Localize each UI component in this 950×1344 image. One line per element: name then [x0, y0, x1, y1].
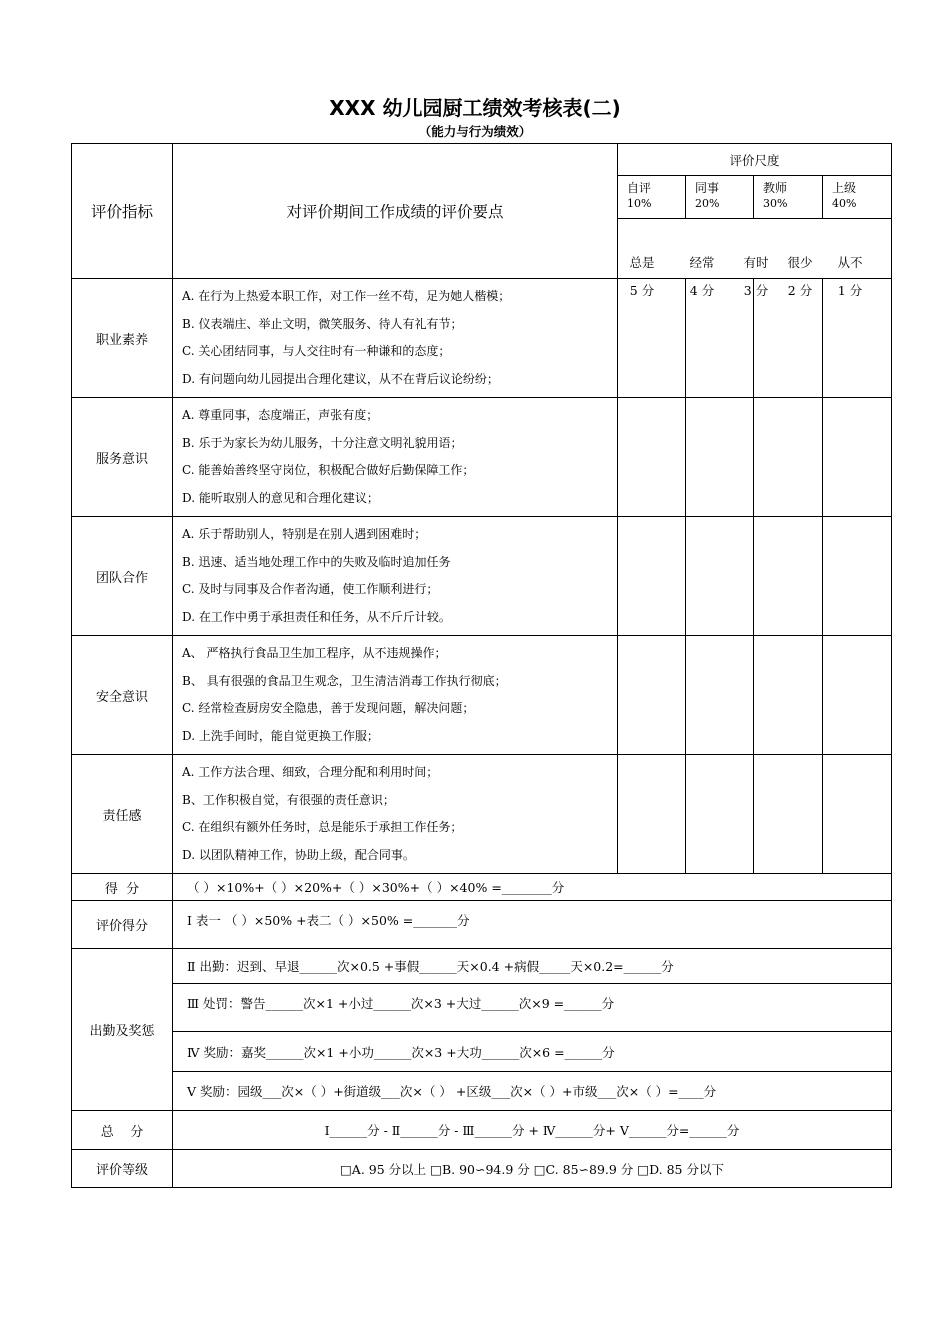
page-subtitle: （能力与行为绩效） [418, 124, 532, 139]
score-cell-colleague[interactable] [686, 636, 754, 755]
section-item: D. 有问题向幼儿园提出合理化建议，从不在背后议论纷纷； [182, 371, 499, 386]
evaluation-table [71, 143, 892, 1188]
section-item: C. 及时与同事及合作者沟通，使工作顺利进行； [182, 582, 439, 596]
section-item: D. 能听取别人的意见和合理化建议； [182, 490, 379, 505]
header-scale-title: 评价尺度 [618, 144, 892, 176]
section-item: A. 乐于帮助别人，特别是在别人遇到困难时； [182, 527, 427, 541]
score-cell-teacher[interactable] [754, 517, 823, 636]
score-row-formula[interactable]: （ ）×10%+（ ）×20%+（ ）×30%+（ ）×40% =________分 [173, 874, 892, 901]
option-always: 总是 5 分 [629, 254, 655, 298]
section-name: 职业素养 [72, 279, 173, 398]
section-item: D. 以团队精神工作，协助上级，配合同事。 [182, 847, 415, 862]
section-item: A. 尊重同事，态度端正，声张有度； [182, 408, 379, 422]
section-item: C. 经常检查厨房安全隐患，善于发现问题，解决问题； [182, 701, 475, 715]
section-item: C. 能善始善终坚守岗位，积极配合做好后勤保障工作； [182, 463, 475, 477]
header-indicator: 评价指标 [72, 144, 173, 279]
score-cell-self[interactable] [618, 517, 686, 636]
grade-options[interactable]: □A. 95 分以上 □B. 90∽94.9 分 □C. 85∽89.9 分 □D. 85 分以下 [173, 1150, 892, 1188]
rater-supervisor: 上级 40% [823, 176, 892, 219]
penalty-row[interactable]: Ⅲ 处罚：警告______次×1 +小过______次×3 +大过______次×9 =______分 [173, 984, 892, 1032]
section-name: 团队合作 [72, 517, 173, 636]
score-cell-supervisor[interactable] [823, 398, 892, 517]
score-cell-supervisor[interactable] [823, 636, 892, 755]
eval-score-label: 评价得分 [72, 901, 173, 949]
section-items [173, 755, 618, 874]
section-item: D. 上洗手间时，能自觉更换工作服； [182, 728, 379, 743]
section-item: B. 仪表端庄、举止文明，微笑服务、待人有礼有节； [182, 316, 463, 331]
scale-options [618, 219, 892, 298]
section-item: B. 迅速、适当地处理工作中的失败及临时追加任务 [182, 554, 451, 569]
section-items [173, 636, 618, 755]
option-sometimes: 有时 3 分 [743, 254, 769, 298]
section-items [173, 279, 618, 398]
score-cell-self[interactable] [618, 398, 686, 517]
section-item: A. 在行为上热爱本职工作，对工作一丝不苟，足为她人楷模； [182, 289, 511, 303]
section-name: 责任感 [72, 755, 173, 874]
grade-label: 评价等级 [72, 1150, 173, 1188]
section-item: B. 乐于为家长为幼儿服务，十分注意文明礼貌用语； [182, 435, 463, 450]
section-item: C. 关心团结同事，与人交往时有一种谦和的态度； [182, 344, 451, 358]
attendance-label: 出勤及奖惩 [72, 949, 173, 1111]
score-cell-colleague[interactable] [686, 755, 754, 874]
score-cell-teacher[interactable] [754, 755, 823, 874]
page-title: XXX 幼儿园厨工绩效考核表(二) [329, 96, 621, 120]
reward-level-row[interactable]: Ⅴ 奖励：园级___次×（ ）+街道级___次×（ ） +区级___次×（ ）+市级___次×（ ）=____分 [173, 1072, 892, 1111]
header-key-points: 对评价期间工作成绩的评价要点 [173, 144, 618, 279]
section-name: 服务意识 [72, 398, 173, 517]
attendance-row[interactable]: Ⅱ 出勤：迟到、早退______次×0.5 +事假______天×0.4 +病假_____天×0.2=______分 [173, 949, 892, 984]
score-cell-supervisor[interactable] [823, 755, 892, 874]
score-cell-colleague[interactable] [686, 398, 754, 517]
section-items [173, 517, 618, 636]
score-cell-self[interactable] [618, 636, 686, 755]
score-cell-self[interactable] [618, 755, 686, 874]
score-cell-supervisor[interactable] [823, 517, 892, 636]
rater-teacher: 教师 30% [754, 176, 823, 219]
total-label: 总 分 [72, 1111, 173, 1150]
section-item: C. 在组织有额外任务时，总是能乐于承担工作任务； [182, 820, 463, 834]
option-rarely: 很少 2 分 [787, 254, 813, 298]
option-never: 从不 1 分 [837, 254, 863, 298]
section-item: D. 在工作中勇于承担责任和任务，从不斤斤计较。 [182, 609, 451, 624]
score-row-label: 得 分 [72, 874, 173, 901]
section-item: A. 工作方法合理、细致，合理分配和利用时间； [182, 765, 439, 779]
section-item: B、 具有很强的食品卫生观念，卫生清洁消毒工作执行彻底； [182, 673, 507, 688]
option-often: 经常 4 分 [689, 254, 715, 298]
score-cell-teacher[interactable] [754, 636, 823, 755]
eval-score-formula[interactable]: Ⅰ 表一 （ ）×50% +表二（ ）×50% =_______分 [173, 901, 892, 949]
section-item: A、 严格执行食品卫生加工程序，从不违规操作； [182, 646, 447, 660]
section-name: 安全意识 [72, 636, 173, 755]
section-item: B、工作积极自觉，有很强的责任意识； [182, 792, 395, 807]
score-cell-colleague[interactable] [686, 517, 754, 636]
section-items [173, 398, 618, 517]
rater-colleague: 同事 20% [686, 176, 754, 219]
reward-row[interactable]: Ⅳ 奖励：嘉奖______次×1 +小功______次×3 +大功______次×6 =______分 [173, 1032, 892, 1072]
total-formula[interactable]: Ⅰ______分 - Ⅱ______分 - Ⅲ______分 + Ⅳ______分+ Ⅴ______分=______分 [173, 1111, 892, 1150]
rater-self: 自评 10% [618, 176, 686, 219]
score-cell-teacher[interactable] [754, 398, 823, 517]
